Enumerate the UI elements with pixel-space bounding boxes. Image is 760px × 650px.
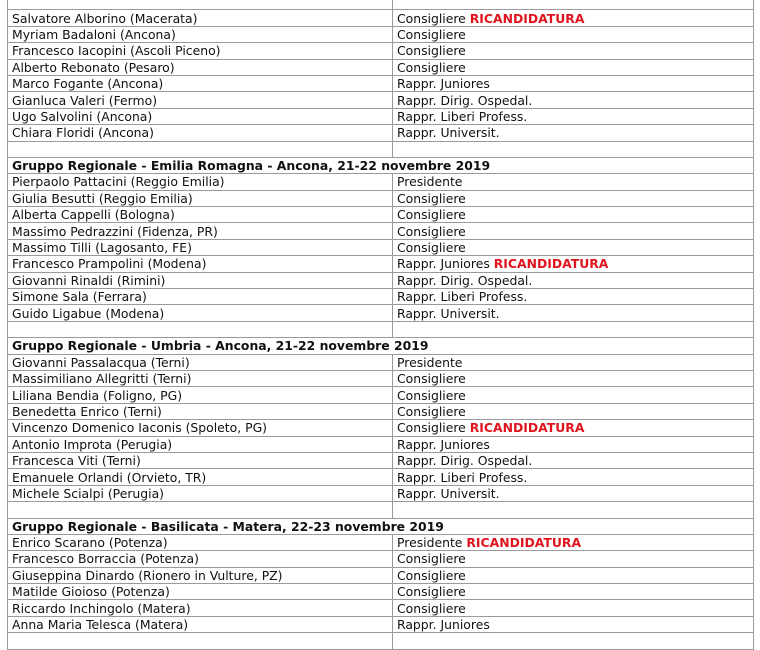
member-role: Rappr. Universit. bbox=[397, 125, 500, 141]
member-name: Vincenzo Domenico Iaconis (Spoleto, PG) bbox=[8, 420, 393, 436]
member-name: Benedetta Enrico (Terni) bbox=[8, 403, 393, 419]
member-name: Michele Scialpi (Perugia) bbox=[8, 485, 393, 501]
member-role-cell bbox=[393, 370, 754, 386]
table-row bbox=[8, 26, 754, 42]
member-role: Consigliere bbox=[397, 223, 466, 239]
member-role: Consigliere bbox=[397, 420, 466, 436]
member-role-cell bbox=[393, 125, 754, 141]
member-role-cell bbox=[393, 305, 754, 321]
member-role: Consigliere bbox=[397, 600, 466, 616]
member-role: Presidente bbox=[397, 354, 463, 370]
member-role-cell bbox=[393, 207, 754, 223]
member-role-cell bbox=[393, 223, 754, 239]
table-row bbox=[8, 305, 754, 321]
member-name bbox=[8, 633, 393, 649]
member-role: Consigliere bbox=[397, 403, 466, 419]
member-role-cell bbox=[393, 354, 754, 370]
table-row bbox=[8, 387, 754, 403]
empty-cell bbox=[8, 321, 393, 337]
member-role: Rappr. Liberi Profess. bbox=[397, 289, 528, 305]
table-row bbox=[8, 420, 754, 436]
member-role-cell bbox=[393, 239, 754, 255]
member-name: Massimo Pedrazzini (Fidenza, PR) bbox=[8, 223, 393, 239]
member-role: Consigliere bbox=[397, 567, 466, 583]
table-row bbox=[8, 223, 754, 239]
member-role: Rappr. Liberi Profess. bbox=[397, 108, 528, 124]
member-role: Rappr. Universit. bbox=[397, 485, 500, 501]
member-name: Francesca Viti (Terni) bbox=[8, 452, 393, 468]
member-name: Simone Sala (Ferrara) bbox=[8, 289, 393, 305]
table-row bbox=[8, 256, 754, 272]
member-role: Consigliere bbox=[397, 43, 466, 59]
table-row bbox=[8, 75, 754, 91]
table-row bbox=[8, 92, 754, 108]
member-role: Rappr. Juniores bbox=[397, 76, 490, 92]
table-row bbox=[8, 10, 754, 26]
member-role: Consigliere bbox=[397, 59, 466, 75]
member-name: Massimo Tilli (Lagosanto, FE) bbox=[8, 239, 393, 255]
member-role-cell bbox=[393, 75, 754, 91]
member-role: Rappr. Dirig. Ospedal. bbox=[397, 92, 533, 108]
table-row bbox=[8, 108, 754, 124]
empty-cell bbox=[8, 141, 393, 157]
member-role-cell bbox=[393, 616, 754, 632]
member-name: Antonio Improta (Perugia) bbox=[8, 436, 393, 452]
ricandidatura-badge: RICANDIDATURA bbox=[469, 10, 585, 26]
member-role: Consigliere bbox=[397, 387, 466, 403]
member-role-cell bbox=[393, 43, 754, 59]
table-row bbox=[8, 485, 754, 501]
member-role-cell bbox=[393, 551, 754, 567]
member-role-cell bbox=[393, 256, 754, 272]
table-row bbox=[8, 600, 754, 616]
member-name: Liliana Bendia (Foligno, PG) bbox=[8, 387, 393, 403]
table-row bbox=[8, 370, 754, 386]
member-role-cell bbox=[393, 485, 754, 501]
member-name: Francesco Iacopini (Ascoli Piceno) bbox=[8, 43, 393, 59]
member-role-cell bbox=[393, 10, 754, 26]
member-name: Giuseppina Dinardo (Rionero in Vulture, PZ) bbox=[8, 567, 393, 583]
table-row bbox=[8, 616, 754, 632]
table-row bbox=[8, 403, 754, 419]
member-role-cell bbox=[393, 600, 754, 616]
member-name: Francesco Prampolini (Modena) bbox=[8, 256, 393, 272]
member-role-cell bbox=[393, 452, 754, 468]
member-role-cell bbox=[393, 567, 754, 583]
member-name: Myriam Badaloni (Ancona) bbox=[8, 26, 393, 42]
member-name: Alberta Cappelli (Bologna) bbox=[8, 207, 393, 223]
table-row bbox=[8, 436, 754, 452]
member-name: Giovanni Rinaldi (Rimini) bbox=[8, 272, 393, 288]
table-row bbox=[8, 469, 754, 485]
member-name: Ugo Salvolini (Ancona) bbox=[8, 108, 393, 124]
table-row bbox=[8, 289, 754, 305]
member-role: Consigliere bbox=[397, 371, 466, 387]
member-name: Alberto Rebonato (Pesaro) bbox=[8, 59, 393, 75]
table-row bbox=[8, 567, 754, 583]
table-row bbox=[8, 272, 754, 288]
table-row bbox=[8, 239, 754, 255]
member-role-cell bbox=[393, 633, 754, 649]
ricandidatura-badge: RICANDIDATURA bbox=[466, 535, 582, 551]
empty-cell bbox=[393, 502, 754, 518]
member-name: Marco Fogante (Ancona) bbox=[8, 75, 393, 91]
table-row bbox=[8, 584, 754, 600]
member-role: Consigliere bbox=[397, 551, 466, 567]
member-name: Guido Ligabue (Modena) bbox=[8, 305, 393, 321]
member-role-cell bbox=[393, 387, 754, 403]
member-role: Rappr. Dirig. Ospedal. bbox=[397, 272, 533, 288]
group-header: Gruppo Regionale - Emilia Romagna - Ancona, 21-22 novembre 2019 bbox=[8, 157, 754, 173]
member-name: Chiara Floridi (Ancona) bbox=[8, 125, 393, 141]
candidates-table-body bbox=[8, 0, 754, 649]
member-role-cell bbox=[393, 108, 754, 124]
group-header: Gruppo Regionale - Umbria - Ancona, 21-22 novembre 2019 bbox=[8, 338, 754, 354]
member-role: Rappr. Universit. bbox=[397, 305, 500, 321]
table-row bbox=[8, 354, 754, 370]
member-role-cell bbox=[393, 436, 754, 452]
table-row bbox=[8, 633, 754, 649]
ricandidatura-badge: RICANDIDATURA bbox=[469, 420, 585, 436]
member-name bbox=[8, 0, 393, 10]
member-name: Pierpaolo Pattacini (Reggio Emilia) bbox=[8, 174, 393, 190]
member-role: Rappr. Juniores bbox=[397, 617, 490, 633]
member-name: Anna Maria Telesca (Matera) bbox=[8, 616, 393, 632]
member-role: Rappr. Dirig. Ospedal. bbox=[397, 453, 533, 469]
member-role: Consigliere bbox=[397, 10, 466, 26]
group-header-row bbox=[8, 338, 754, 354]
candidates-table bbox=[7, 0, 754, 650]
empty-cell bbox=[393, 141, 754, 157]
member-role-cell bbox=[393, 289, 754, 305]
table-row bbox=[8, 125, 754, 141]
member-role: Rappr. Juniores bbox=[397, 256, 490, 272]
member-name: Matilde Gioioso (Potenza) bbox=[8, 584, 393, 600]
member-role-cell bbox=[393, 272, 754, 288]
member-role-cell bbox=[393, 174, 754, 190]
spacer-row bbox=[8, 321, 754, 337]
member-role-cell bbox=[393, 26, 754, 42]
member-name: Riccardo Inchingolo (Matera) bbox=[8, 600, 393, 616]
member-role-cell bbox=[393, 534, 754, 550]
member-role-cell bbox=[393, 584, 754, 600]
member-role: Presidente bbox=[397, 174, 463, 190]
table-row bbox=[8, 59, 754, 75]
member-role-cell bbox=[393, 190, 754, 206]
table-row bbox=[8, 551, 754, 567]
member-name: Francesco Borraccia (Potenza) bbox=[8, 551, 393, 567]
member-name: Giulia Besutti (Reggio Emilia) bbox=[8, 190, 393, 206]
member-role: Consigliere bbox=[397, 584, 466, 600]
member-role: Rappr. Liberi Profess. bbox=[397, 469, 528, 485]
spacer-row bbox=[8, 502, 754, 518]
table-row bbox=[8, 174, 754, 190]
member-role: Consigliere bbox=[397, 240, 466, 256]
group-header: Gruppo Regionale - Basilicata - Matera, 22-23 novembre 2019 bbox=[8, 518, 754, 534]
table-row bbox=[8, 207, 754, 223]
member-role-cell bbox=[393, 0, 754, 10]
member-role-cell bbox=[393, 92, 754, 108]
member-name: Emanuele Orlandi (Orvieto, TR) bbox=[8, 469, 393, 485]
table-row bbox=[8, 0, 754, 10]
table-row bbox=[8, 43, 754, 59]
member-name: Massimiliano Allegritti (Terni) bbox=[8, 370, 393, 386]
table-row bbox=[8, 452, 754, 468]
member-role-cell bbox=[393, 403, 754, 419]
member-name: Gianluca Valeri (Fermo) bbox=[8, 92, 393, 108]
member-role: Consigliere bbox=[397, 26, 466, 42]
member-role-cell bbox=[393, 59, 754, 75]
group-header-row bbox=[8, 157, 754, 173]
table-row bbox=[8, 190, 754, 206]
member-role-cell bbox=[393, 469, 754, 485]
empty-cell bbox=[8, 502, 393, 518]
member-name: Enrico Scarano (Potenza) bbox=[8, 534, 393, 550]
group-header-row bbox=[8, 518, 754, 534]
empty-cell bbox=[393, 321, 754, 337]
member-name: Salvatore Alborino (Macerata) bbox=[8, 10, 393, 26]
member-role: Consigliere bbox=[397, 207, 466, 223]
member-role-cell bbox=[393, 420, 754, 436]
table-row bbox=[8, 534, 754, 550]
member-role: Presidente bbox=[397, 535, 463, 551]
spacer-row bbox=[8, 141, 754, 157]
ricandidatura-badge: RICANDIDATURA bbox=[493, 256, 609, 272]
member-role: Consigliere bbox=[397, 190, 466, 206]
member-name: Giovanni Passalacqua (Terni) bbox=[8, 354, 393, 370]
member-role: Rappr. Juniores bbox=[397, 436, 490, 452]
